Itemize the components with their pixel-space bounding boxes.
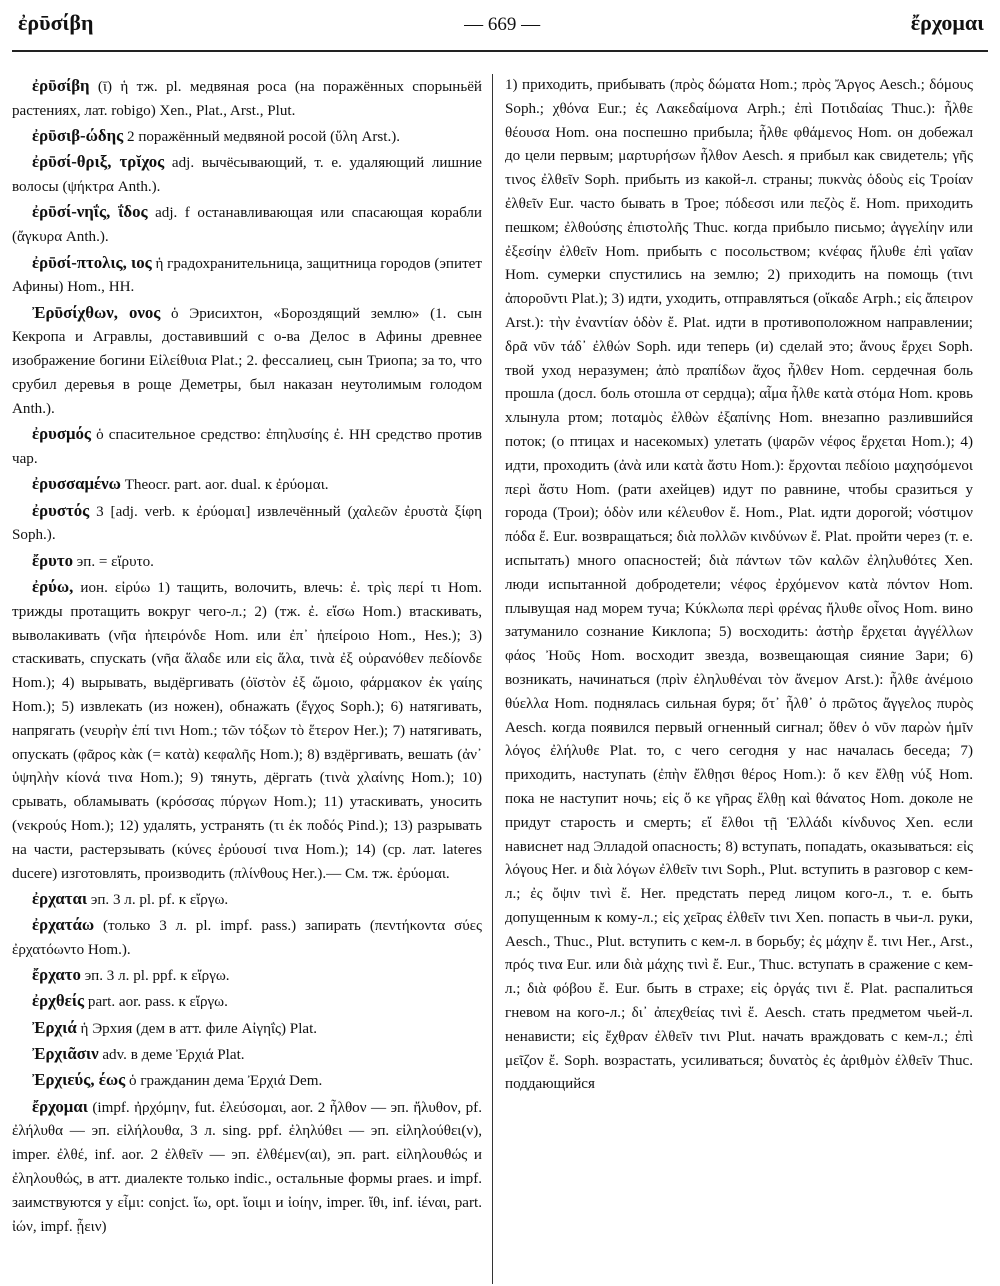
entry-definition: эп. = εἴρυτο. xyxy=(73,553,154,570)
entry-headword: Ἐρῡσίχθων, ονος xyxy=(32,302,161,322)
entry-definition: 3 [adj. verb. к ἐρύομαι] извлечённый (χαλεῶν ἐρυστὰ ξίφη Soph.). xyxy=(12,503,482,544)
entry-definition: Theocr. part. aor. dual. к ἐρύομαι. xyxy=(120,477,329,494)
dictionary-entry xyxy=(12,1042,482,1068)
entry-headword: ἐρυσσαμένω xyxy=(32,474,121,494)
entry-definition: эп. 3 л. pl. pf. к εἴργω. xyxy=(87,891,229,908)
dictionary-entry xyxy=(12,913,482,963)
dictionary-entry xyxy=(12,1095,482,1240)
entry-definition: ὁ Эрисихтон, «Бороздящий землю» (1. сын Кекропа и Агравлы, доставивший с о-ва Делос в Афины древнее изображение богини Εἰλείθυια Plat.; 2. фессалиец, сын Триопа; за то, что срубил деревья в роще Деметры, был наказан неутолимым голодом Anth.). xyxy=(12,305,483,417)
entry-headword: ἐρυσμός xyxy=(32,424,91,444)
right-running-headword: ἔρχομαι xyxy=(910,10,984,35)
dictionary-entry xyxy=(12,150,482,200)
entry-definition: ἡ Эрхия (дем в атт. филе Αἰγηΐς) Plat. xyxy=(76,1020,318,1037)
entry-headword: ἐρῡσιβ-ώδης xyxy=(32,126,124,146)
dictionary-entry xyxy=(12,1016,482,1042)
right-column xyxy=(493,74,973,1284)
running-head xyxy=(12,10,988,46)
entry-definition: ὁ гражданин дема Ἐρχιά Dem. xyxy=(125,1073,323,1090)
header-rule xyxy=(12,50,988,52)
dictionary-entry xyxy=(12,549,482,575)
two-column-body xyxy=(12,74,988,1284)
entry-definition: adj. вычёсывающий, т. е. удаляющий лишние волосы (ψήκτρα Anth.). xyxy=(12,155,482,196)
dictionary-entry xyxy=(12,200,482,250)
page-number: — 669 — xyxy=(464,14,541,35)
entry-headword: ἐρυστός xyxy=(32,500,90,520)
dictionary-entry xyxy=(12,887,482,913)
entry-headword: ἔρχατο xyxy=(32,965,81,985)
entry-definition: (ῑ) ἡ тж. pl. медвяная роса (на поражённых спорыньёй растениях, лат. robigo) Xen., Plat., Arst., Plut. xyxy=(12,79,482,119)
entry-definition: ὁ спасительное средство: ἐπηλυσίης ἐ. HH средство против чар. xyxy=(12,427,482,467)
dictionary-entry xyxy=(12,1068,482,1094)
entry-headword: ἔρυτο xyxy=(32,550,73,570)
dictionary-entry xyxy=(12,575,482,886)
entry-headword: ἐρῡσίβη xyxy=(32,76,90,95)
entry-headword: ἐρχαται xyxy=(32,888,88,908)
entry-headword: ἐρῡσί-νηΐς, ΐδος xyxy=(32,202,148,222)
entry-headword: Ἐρχιᾶσιν xyxy=(32,1044,99,1064)
entry-headword: ἐρῡσί-πτολις, ιος xyxy=(32,252,152,272)
entry-definition: (impf. ἠρχόμην, fut. ἐλεύσομαι, aor. 2 ἦλθον — эп. ἤλυθον, pf. ἐλήλυθα — эп. εἰλήλουθα, 3 л. sing. ppf. ἐληλύθει — эп. εἰληλούθει(ν), imper. ἐλθέ, inf. aor. 2 ἐλθεῖν — эп. ἐλθέμεν(αι), эп. part. εἰληλουθώς и ἐληλουθώς, в атт. диалекте только indic., остальные формы praes. и impf. заимствуются у εἶμι: conjct. ἴω, opt. ἴοιμι и ἰοίην, imper. ἴθι, inf. ἰέναι, part. ἰών, impf. ᾖειν) xyxy=(12,1099,482,1235)
entry-definition: (только 3 л. pl. impf. pass.) запирать (πεντήκοντα σύες ἐρχατόωντο Hom.). xyxy=(12,918,482,958)
left-column xyxy=(12,74,492,1284)
entry-definition: ион. εἰρύω 1) тащить, волочить, влечь: ἐ. τρὶς περί τι Hom. трижды протащить вокруг чего-л.; 2) (тж. ἐ. εἴσω Hom.) втаскивать, выволакивать (νῆα ἠπειρόνδε Hom. или ἐπ᾽ ἠπείροιο Hom., Hes.); 3) стаскивать, спускать (νῆα ἅλαδε или εἰς ἅλα, τινὰ ἐξ οὐρανόθεν πεδίονδε Hom.); 4) вырывать, выдёргивать (ὀϊστὸν ἐξ ὤμοιο, φάρμακον ἐκ γαίης Hom.); 5) извлекать (из ножен), обнажать (ἔγχος Soph.); 6) натягивать, напрягать (νευρὴν ἐπί τινι Hom.; τῶν τόξων τὸ ἕτερον Her.); 7) натягивать, опускать (φᾶρος κὰκ (= κατὰ) κεφαλῆς Hom.); 8) вздёргивать, вешать (ἀν᾽ ὑψηλὴν κίονά τινα Hom.); 9) тянуть, дёргать (τινὰ χλαίνης Hom.); 10) срывать, обламывать (κρόσσας πύργων Hom.); 11) утаскивать, уносить (νεκρούς Hom.); 12) удалять, устранять (τι ἐκ ποδός Pind.); 13) разрывать на части, растерзывать (κύνες ἐρύουσί τινα Hom.); 14) (ср. лат. lateres ducere) изготовлять, производить (πλίνθους Her.).— См. тж. ἐρύομαι. xyxy=(12,579,482,882)
entry-headword: ἐρχατάω xyxy=(32,915,95,935)
dictionary-entry xyxy=(12,422,482,472)
dictionary-entry xyxy=(12,301,482,422)
entry-headword: ἐρύω, xyxy=(32,576,74,596)
dictionary-entry xyxy=(12,251,482,301)
entry-headword: ἐρχθείς xyxy=(32,991,85,1011)
entry-definition: 2 поражённый медвяной росой (ὕλη Arst.). xyxy=(123,129,401,146)
entry-headword: ἐρῡσί-θριξ, τρῐχος xyxy=(32,152,165,172)
left-running-headword: ἐρῡσίβη xyxy=(18,10,94,35)
dictionary-entry xyxy=(12,499,482,549)
entry-headword: Ἐρχιεύς, έως xyxy=(32,1070,126,1090)
entry-headword: Ἐρχιά xyxy=(32,1017,77,1037)
dictionary-entry xyxy=(12,472,482,498)
entry-continuation: 1) приходить, прибывать (πρὸς δώματα Hom.; πρὸς Ἄργος Aesch.; δόμους Soph.; χθόνα Eur.; ἐς Λακεδαίμονα Arph.; ἐπὶ Ποτιδαίας Thuc.): ἦλθε θέουσα Hom. она поспешно прибыла; ἦλθε φθάμενος Hom. он добежал до цели первым; μαρτυρήσων ἦλθον Aesch. я прибыл как свидетель; γῆς τινος ἐλθεῖν Soph. прибыть из какой-л. страны; πυκνὰς ὁδοὺς εἰς Τροίαν ἐλθεῖν Eur. часто бывать в Трое; πόδεσσι или πεζὸς ἔ. Hom. приходить пешком; ἐλθούσης ἐπιστολῆς Thuc. когда прибыло письмо; ἀγγελίην или ἐξεσίην ἐλθεῖν Hom. прибыть с посольством; κνέφας ἤλυθε ἐπὶ γαῖαν Hom. сумерки спустились на землю; 2) приходить на помощь (τινι ἀποροῦντι Plat.); 3) идти, уходить, отправляться (οἴκαδε Arph.; εἰς ἄπειρον Arst.): τὴν ἐναντίαν ὁδὸν ἔ. Plat. идти в противоположном направлении; δρᾶ νῦν τάδ᾽ ἐλθών Soph. иди теперь (и) сделай это; ἄνους ἔρχει Soph. твой уход неразумен; ἀπὸ πραπίδων ἄχος ἦλθεν Hom. сердечная боль прошла (досл. боль отошла от сердца); αἷμα ἦλθε κατὰ στόμα Hom. кровь хлынула ртом; ποταμὸς ἐλθὼν ἐξαπίνης Hom. внезапно разлившийся поток; (о птицах и насекомых) улетать (ψαρῶν νέφος ἔρχεται Hom.); 4) идти, проходить (ἀνὰ или κατὰ ἄστυ Hom.): ἔρχονται πεδίοιο μαχησόμενοι περὶ ἄστυ Hom. (рати ахейцев) идут по равнине, чтобы сразиться у города (Трои); ὁδὸν или κέλευθον ἔ. Hom., Plat. идти дорогой; νόστιμον πόδα ἔ. Eur. возвращаться; διὰ πολλῶν κινδύνων ἔ. Plat. пройти через (т. е. испытать) много опасностей; διὰ πάντων τῶν καλῶν ἐληλυθότες Xen. люди испытанной добродетели; νέφος ἐρχόμενον κατὰ πόντον Hom. плывущая над морем туча; Κύκλωπα περὶ φρένας ἤλυθε οἶνος Hom. вино затуманило сознание Киклопа; 5) восходить: ἀστὴρ ἔρχεται ἀγγέλλων φάος Ἠοῦς Hom. восходит звезда, возвещающая сияние Зари; 6) возникать, начинаться (πρὶν ἐληλυθέναι τὸν ἄνεμον Arst.): ἦλθε ἀνέμοιο θύελλα Hom. поднялась сильная буря; ὅτ᾽ ἦλθ᾽ ὁ πρῶτος ἄγγελος πυρὸς Aesch. когда появился первый огненный сигнал; ὅθεν ὁ νῦν παρὼν ἡμῖν λόγος ἐλήλυθε Plat. то, с чего сегодня у нас началась беседа; 7) приходить, наступать (ἐπὴν ἔλθῃσι θέρος Hom.): ὅ κεν ἔλθῃ νύξ Hom. пока не наступит ночь; εἰς ὅ κε γῆρας ἔλθῃ καὶ θάνατος Hom. доколе не придут старость и смерть; εἴ ἔλθοι τῇ Ἑλλάδι κίνδυνος Xen. если нависнет над Элладой опасность; 8) вступать, попадать, оказываться: εἰς λόγους Her. и διὰ λόγων ἐλθεῖν τινι Soph., Plut. вступить в разговор с кем-л.; ἐς ὄψιν τινὶ ἔ. Her. предстать перед лицом кого-л., т. е. быть допущенным к кому-л.; εἰς χεῖρας ἐλθεῖν τινι Xen. попасть в чьи-л. руки, Aesch., Thuc., Plut. вступить с кем-л. в борьбу; ἐς μάχην ἔ. τινι Her., Arst., πρός τινα Eur. или διὰ μάχης τινὶ ἔ. Eur., Thuc. вступать в сражение с кем-л.; διὰ φόβου ἔ. Eur. быть в страхе; εἰς ὀργάς τινι ἔ. Plat. распалиться гневом на кого-л.; δι᾽ ἀπεχθείας τινὶ ἔ. Aesch. стать предметом чьей-л. ненависти; εἰς ἔχθραν ἐλθεῖν τινι Plut. начать враждовать с кем-л.; ἐπὶ μεῖζον ἔ. Soph. возрастать, усиливаться; δυνατὸς ἐς ἀριθμὸν ἐλθεῖν Thuc. поддающийся xyxy=(505,77,973,1093)
dictionary-entry xyxy=(12,989,482,1015)
entry-definition: ἡ градохранительница, защитница городов (эпитет Афины) Hom., HH. xyxy=(12,255,482,296)
entry-headword: ἔρχομαι xyxy=(32,1096,88,1116)
entry-definition: adj. f останавливающая или спасающая корабли (ἄγκυρα Anth.). xyxy=(12,205,482,246)
dictionary-entry xyxy=(12,74,482,124)
dictionary-entry xyxy=(12,124,482,150)
entry-definition: adv. в деме Ἐρχιά Plat. xyxy=(98,1047,245,1064)
dictionary-entry xyxy=(12,963,482,989)
entry-definition: эп. 3 л. pl. ppf. к εἴργω. xyxy=(80,968,230,985)
entry-definition: part. aor. pass. к εἴργω. xyxy=(84,994,228,1011)
